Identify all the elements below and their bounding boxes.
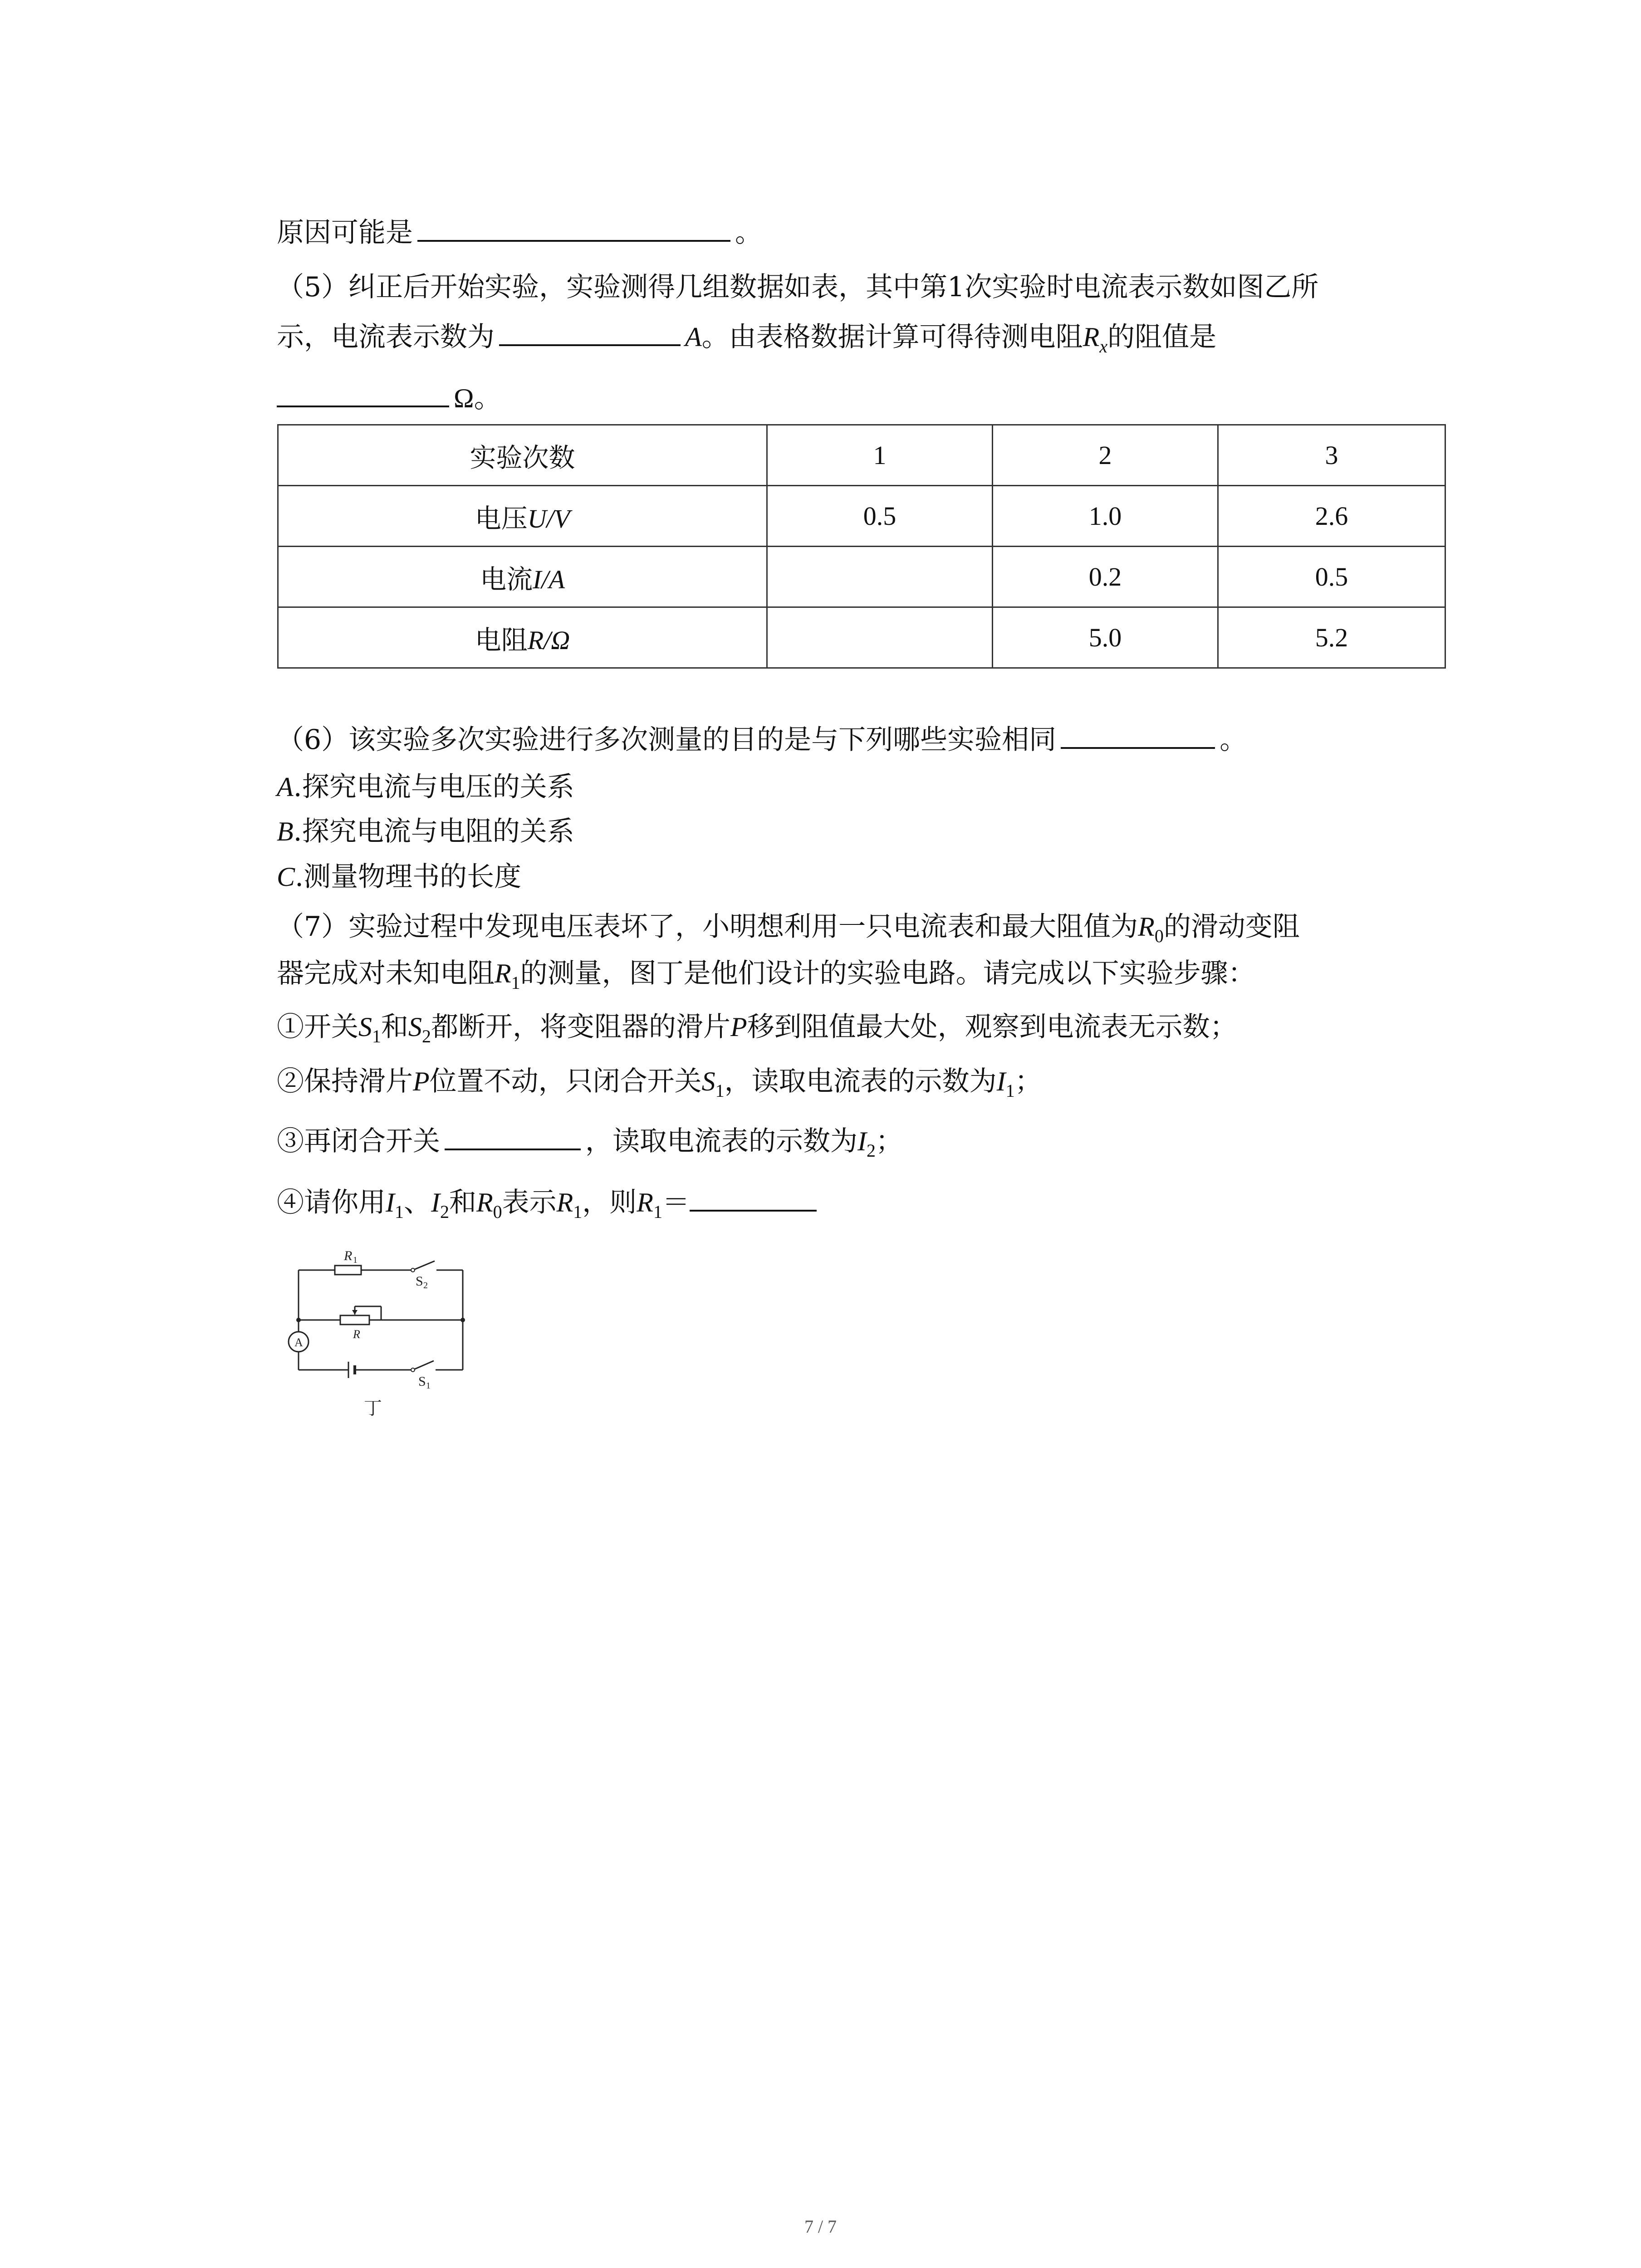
q5-line-2: 示，电流表示数为 A。由表格数据计算可得待测电阻$R_x$的阻值是 (277, 316, 1216, 355)
row-label: 电压U/V (278, 486, 767, 547)
table-cell: 0.5 (1218, 547, 1445, 607)
table-row (278, 607, 1445, 668)
resistance-blank[interactable] (277, 377, 449, 407)
ammeter-label: A (294, 1336, 303, 1349)
r1-label: R (344, 1248, 353, 1263)
step-1: ①开关$S_1$和$S_2$都断开，将变阻器的滑片P移到阻值最大处，观察到电流表无示数； (277, 1011, 1237, 1046)
table-cell: 5.0 (993, 607, 1218, 668)
reason-blank[interactable] (417, 212, 730, 242)
step-4: ④请你用$I_1$、$I_2$和$R_0$表示$R_1$，则$R_1=$ (277, 1182, 821, 1221)
table-cell: 2.6 (1218, 486, 1445, 547)
q5-line-3: Ω。 (277, 377, 501, 416)
table-row (278, 547, 1445, 607)
table-cell (767, 607, 993, 668)
reason-line: 原因可能是 。 (277, 212, 762, 251)
table-cell (767, 547, 993, 607)
q5-line-1: （5）纠正后开始实验，实验测得几组数据如表，其中第1次实验时电流表示数如图乙所 (277, 271, 1319, 303)
circuit-diagram (281, 1238, 490, 1420)
table-cell: 5.2 (1218, 607, 1445, 668)
row-label: 电阻R/Ω (278, 607, 767, 668)
table-cell: 0.5 (767, 486, 993, 547)
q7-line-2: 器完成对未知电阻$R_1$的测量，图丁是他们设计的实验电路。请完成以下实验步骤： (277, 958, 1255, 993)
rheostat (340, 1315, 369, 1325)
step-2: ②保持滑片P位置不动，只闭合开关$S_1$，读取电流表的示数为$I_1$； (277, 1066, 1042, 1101)
q6-line: （6）该实验多次实验进行多次测量的目的是与下列哪些实验相同 。 (277, 719, 1247, 758)
table-header-cell: 1 (767, 425, 993, 486)
option-a: A.探究电流与电压的关系 (277, 771, 574, 803)
table-cell: 1.0 (993, 486, 1218, 547)
r1-formula-blank[interactable] (690, 1182, 817, 1212)
row-label: 电流I/A (278, 547, 767, 607)
step-3: ③再闭合开关 ，读取电流表的示数为$I_2$； (277, 1120, 903, 1159)
table-cell: 0.2 (993, 547, 1218, 607)
reason-label: 原因可能是 (277, 217, 413, 249)
table-header-cell: 实验次数 (278, 425, 767, 486)
option-c: C.测量物理书的长度 (277, 861, 522, 893)
circuit-labels (294, 1248, 431, 1418)
current-reading-blank[interactable] (499, 316, 681, 346)
svg-text:2: 2 (423, 1281, 428, 1290)
rheostat-label: R (353, 1328, 360, 1341)
step3-switch-blank[interactable] (445, 1120, 581, 1150)
s1-label: S (418, 1374, 426, 1389)
r1-resistor (335, 1266, 361, 1275)
option-b: B.探究电流与电阻的关系 (277, 816, 574, 847)
circuit-caption: 丁 (364, 1398, 382, 1418)
page-number: 7 / 7 (804, 2216, 837, 2237)
q6-blank[interactable] (1061, 719, 1215, 749)
q7-line-1: （7）实验过程中发现电压表坏了，小明想利用一只电流表和最大阻值为$R_0$的滑动变阻 (277, 911, 1300, 946)
data-table (277, 424, 1446, 669)
table-header-row (278, 425, 1445, 486)
table-row (278, 486, 1445, 547)
svg-text:1: 1 (353, 1255, 358, 1265)
table-header-cell: 3 (1218, 425, 1445, 486)
s2-label: S (416, 1274, 423, 1289)
table-header-cell: 2 (993, 425, 1218, 486)
svg-text:1: 1 (426, 1381, 431, 1391)
